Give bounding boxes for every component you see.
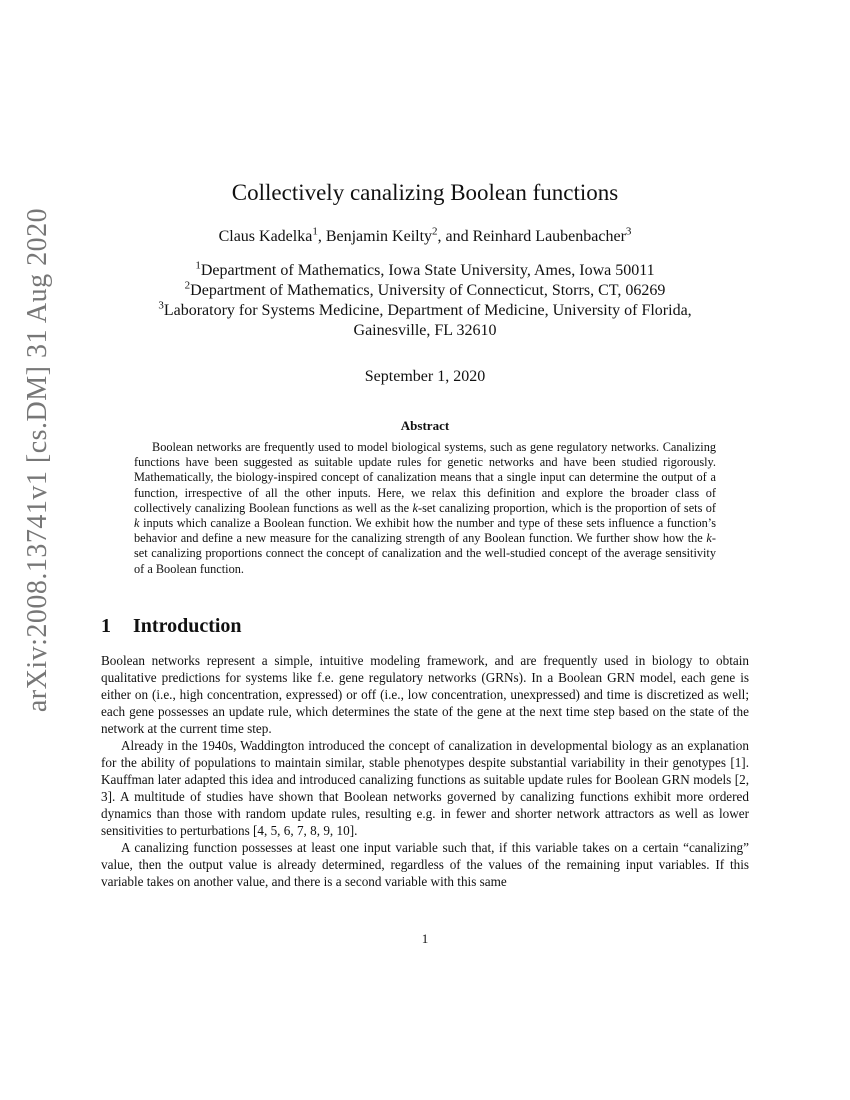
math-k: k: [706, 531, 712, 546]
author-affil-mark: 1: [312, 225, 318, 238]
paper-title: Collectively canalizing Boolean functions: [231, 180, 619, 205]
math-k: k: [134, 516, 140, 531]
section-body: [101, 652, 749, 890]
abstract-text: inputs which canalize a Boolean function. We exhibit how the number and type of these sets influence a function’s behavior and define a new measure for the canalizing strength of any Boolean function. We further show how the: [134, 516, 716, 546]
author-name: Benjamin Keilty: [325, 228, 433, 245]
author-affil-mark: 2: [432, 225, 438, 238]
author-name: Reinhard Laubenbacher: [472, 228, 626, 245]
abstract-heading: Abstract: [400, 418, 450, 433]
abstract-text: -set canalizing proportions connect the concept of canalization and the well-studied concept of the average sensitivity of a Boolean function.: [134, 531, 716, 576]
affiliation-3: [0, 299, 850, 320]
author-list: [0, 225, 850, 246]
abstract-text: Boolean networks are frequently used to model biological systems, such as gene regulatory networks. Canalizing functions have been suggested as suitable update rules for genetic networks and have been studied rigorously. Mathematically, the biology-inspired concept of canalization means that a single input can determine the output of a function, irrespective of all the other inputs. Here, we relax this definition and explore the broader class of collectively canalizing Boolean functions as well as the: [134, 440, 716, 515]
affiliation-text: Department of Mathematics, University of Connecticut, Storrs, CT, 06269: [190, 282, 666, 299]
abstract-text: -set canalizing proportion, which is the proportion of sets of: [418, 500, 717, 515]
paragraph: Boolean networks represent a simple, intuitive modeling framework, and are frequently used in biology to obtain qualitative predictions for systems like f.e. gene regulatory networks (GRNs). In a Boolean GRN model, each gene is either on (i.e., high concentration, expressed) or off (i.e., low concentration, unexpressed) and time is discretized as well; each gene possesses an update rule, which determines the state of the gene at the next time step based on the state of the network at the current time step.: [101, 653, 749, 736]
affiliation-text: Department of Mathematics, Iowa State University, Ames, Iowa 50011: [200, 262, 655, 279]
affiliation-2: [0, 279, 850, 300]
affiliation-1: [0, 259, 850, 280]
affiliation-3-cont: [0, 322, 850, 340]
abstract-body: [134, 440, 716, 577]
author-separator: ,: [317, 228, 326, 245]
section-heading: [101, 615, 242, 638]
paragraph: A canalizing function possesses at least one input variable such that, if this variable takes on a certain “canalizing” value, then the output value is already determined, regardless of the values of the remaining input variables. If this variable takes on another value, and there is a second variable with this same: [101, 840, 749, 889]
affiliation-text: Laboratory for Systems Medicine, Department of Medicine, University of Florida,: [163, 302, 692, 319]
paragraph: Already in the 1940s, Waddington introduced the concept of canalization in developmental biology as an explanation for the ability of populations to maintain similar, stable phenotypes despite substantial variability in their genotypes [1]. Kauffman later adapted this idea and introduced canalizing functions as suitable update rules for Boolean GRN models [2, 3]. A multitude of studies have shown that Boolean networks governed by canalizing functions exhibit more ordered dynamics than those with random update rules, resulting e.g. in fewer and shorter network attractors as well as lower sensitivities to perturbations [4, 5, 6, 7, 8, 9, 10].: [101, 738, 749, 838]
section-number: 1: [101, 615, 111, 637]
arxiv-identifier: arXiv:2008.13741v1 [cs.DM] 31 Aug 2020: [22, 207, 53, 713]
author-separator: , and: [437, 228, 473, 245]
paper-date: September 1, 2020: [364, 368, 486, 385]
affiliation-mark: 2: [184, 279, 191, 292]
section-title: Introduction: [133, 615, 242, 637]
math-k: k: [412, 500, 418, 515]
affiliation-mark: 1: [195, 259, 201, 272]
page-number: 1: [421, 931, 429, 946]
affiliation-mark: 3: [158, 299, 164, 312]
author-name: Claus Kadelka: [218, 228, 313, 245]
affiliation-text: Gainesville, FL 32610: [353, 322, 497, 339]
author-affil-mark: 3: [625, 225, 632, 238]
